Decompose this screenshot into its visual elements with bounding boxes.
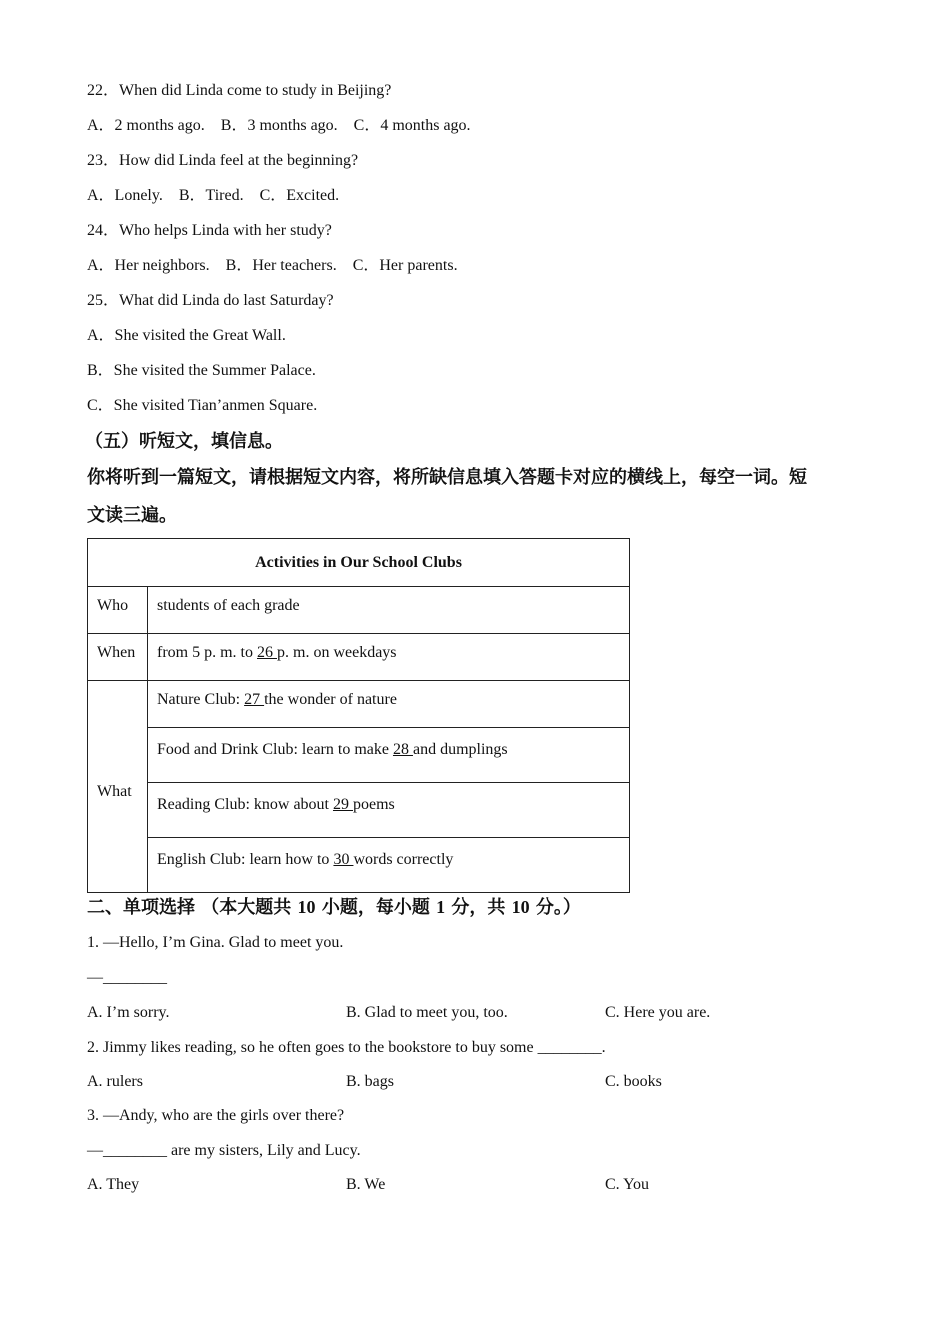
mc-question-3-answer-line: —________ are my sisters, Lily and Lucy. (87, 1142, 361, 1159)
mc-q3-option-c: C. You (605, 1176, 650, 1193)
row-value-english-club: English Club: learn how to 30 words correctly (148, 838, 630, 893)
mc-question-1-answer-line: —________ (87, 969, 167, 986)
mc-question-2: 2. Jimmy likes reading, so he often goes to the bookstore to buy some ________. (87, 1039, 606, 1056)
mc-q1-option-a: A. I’m sorry. (87, 1004, 170, 1021)
question-23-options: A．Lonely. B．Tired. C．Excited. (87, 187, 340, 204)
question-24: 24．Who helps Linda with her study? (87, 222, 332, 239)
club-activities-table (87, 538, 630, 893)
mc-question-1: 1. —Hello, I’m Gina. Glad to meet you. (87, 934, 344, 951)
section-5-instruction-line1: 你将听到一篇短文，请根据短文内容，将所缺信息填入答题卡对应的横线上，每空一词。短 (87, 467, 807, 488)
part-2-heading: 二、单项选择 （本大题共 10 小题，每小题 1 分，共 10 分。） (87, 897, 581, 918)
mc-q2-option-b: B. bags (346, 1073, 394, 1090)
row-value-when: from 5 p. m. to 26 p. m. on weekdays (148, 634, 630, 681)
question-25-option-a: A．She visited the Great Wall. (87, 327, 286, 344)
blank-28: 28 (392, 741, 413, 758)
mc-q2-option-c: C. books (605, 1073, 662, 1090)
question-25-option-b: B．She visited the Summer Palace. (87, 362, 316, 379)
blank-26: 26 (257, 644, 277, 661)
table-row-reading (88, 783, 630, 838)
table-row-who (88, 587, 630, 634)
table-title: Activities in Our School Clubs (88, 539, 630, 587)
mc-q1-option-c: C. Here you are. (605, 1004, 711, 1021)
mc-question-3: 3. —Andy, who are the girls over there? (87, 1107, 345, 1124)
row-value-who: students of each grade (148, 587, 630, 634)
question-23: 23．How did Linda feel at the beginning? (87, 152, 359, 169)
row-value-food-club: Food and Drink Club: learn to make 28 and dumplings (148, 728, 630, 783)
table-row-when (88, 634, 630, 681)
section-5-heading: （五）听短文，填信息。 (85, 431, 283, 452)
row-label-who: Who (88, 587, 148, 634)
question-24-options: A．Her neighbors. B．Her teachers. C．Her parents. (87, 257, 458, 274)
table-row-english (88, 838, 630, 893)
mc-q3-option-b: B. We (346, 1176, 386, 1193)
mc-q1-option-b: B. Glad to meet you, too. (346, 1004, 508, 1021)
section-5-instruction-line2: 文读三遍。 (87, 505, 177, 526)
row-label-what: What (88, 681, 148, 893)
blank-30: 30 (333, 851, 354, 868)
question-25-option-c: C．She visited Tian’anmen Square. (87, 397, 318, 414)
row-label-when: When (88, 634, 148, 681)
blank-29: 29 (332, 796, 353, 813)
question-22: 22．When did Linda come to study in Beijing? (87, 82, 392, 99)
blank-27: 27 (244, 691, 265, 708)
mc-q2-option-a: A. rulers (87, 1073, 143, 1090)
question-25: 25．What did Linda do last Saturday? (87, 292, 334, 309)
table-row-food (88, 728, 630, 783)
row-value-reading-club: Reading Club: know about 29 poems (148, 783, 630, 838)
table-row-nature (88, 681, 630, 728)
mc-q3-option-a: A. They (87, 1176, 140, 1193)
row-value-nature-club: Nature Club: 27 the wonder of nature (148, 681, 630, 728)
question-22-options: A．2 months ago. B．3 months ago. C．4 months ago. (87, 117, 471, 134)
